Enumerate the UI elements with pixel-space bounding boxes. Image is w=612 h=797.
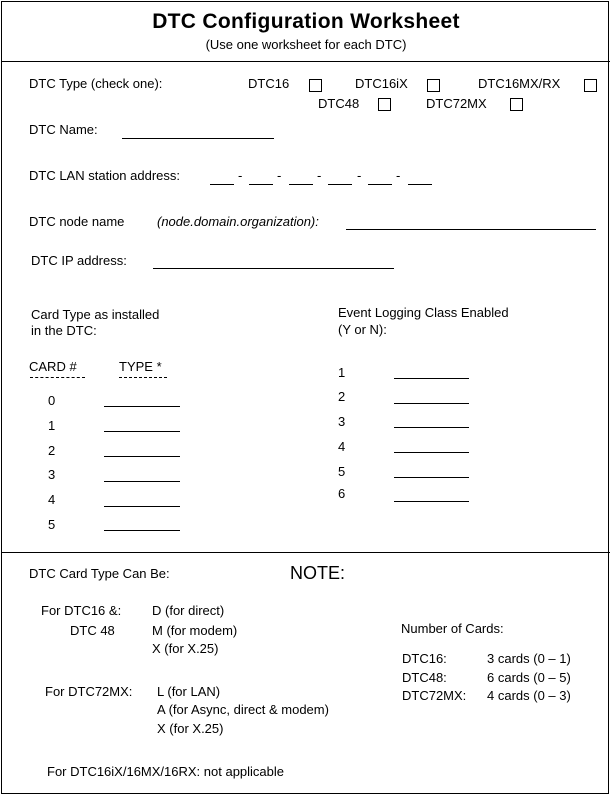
dtc16ix-not-applicable: For DTC16iX/16MX/16RX: not applicable — [47, 764, 285, 779]
card-type-option: X (for X.25) — [157, 721, 224, 736]
lan-octet-3-line[interactable] — [289, 184, 313, 185]
num-cards-model: DTC72MX: — [402, 688, 467, 703]
dtc72mx-checkbox[interactable] — [510, 98, 523, 111]
ip-address-input-line[interactable] — [153, 268, 394, 269]
event-class-number: 6 — [338, 486, 346, 501]
lan-octet-4-line[interactable] — [328, 184, 352, 185]
dtc16-option-label: DTC16 — [248, 76, 290, 91]
dtc72mx-group-label: For DTC72MX: — [45, 684, 133, 699]
event-class-number: 3 — [338, 414, 346, 429]
notes-divider — [1, 552, 610, 553]
ip-address-label: DTC IP address: — [31, 253, 127, 268]
event-class-input-line[interactable] — [394, 403, 469, 404]
event-class-input-line[interactable] — [394, 378, 469, 379]
dtc48-group-label: DTC 48 — [70, 623, 115, 638]
card-row-number: 1 — [48, 418, 56, 433]
event-class-number: 2 — [338, 389, 346, 404]
dtc16mxrx-checkbox[interactable] — [584, 79, 597, 92]
lan-separator: - — [238, 168, 243, 183]
type-header-rule — [119, 377, 167, 378]
card-type-option: D (for direct) — [152, 603, 225, 618]
note-heading: NOTE: — [290, 563, 346, 583]
card-type-input-line[interactable] — [104, 506, 180, 507]
event-class-number: 1 — [338, 365, 346, 380]
card-type-option: A (for Async, direct & modem) — [157, 702, 329, 717]
dtc-name-input-line[interactable] — [122, 138, 274, 139]
card-type-heading-line2: in the DTC: — [31, 323, 97, 338]
num-cards-count: 6 cards (0 – 5) — [487, 670, 571, 685]
dtc-type-label: DTC Type (check one): — [29, 76, 163, 91]
dtc16ix-option-label: DTC16iX — [355, 76, 408, 91]
dtc16ix-checkbox[interactable] — [427, 79, 440, 92]
event-logging-heading-line2: (Y or N): — [338, 322, 387, 337]
header-divider — [1, 61, 610, 62]
card-row-number: 5 — [48, 517, 56, 532]
lan-address-label: DTC LAN station address: — [29, 168, 181, 183]
num-cards-count: 3 cards (0 – 1) — [487, 651, 571, 666]
card-number-column-header: CARD # — [29, 359, 77, 374]
card-type-option: M (for modem) — [152, 623, 238, 638]
card-type-heading: Card Type as installed — [31, 307, 160, 322]
card-type-input-line[interactable] — [104, 456, 180, 457]
number-of-cards-heading: Number of Cards: — [401, 621, 504, 636]
card-type-can-be-heading: DTC Card Type Can Be: — [29, 566, 170, 581]
dtc16-48-group-label: For DTC16 &: — [41, 603, 122, 618]
type-column-header: TYPE * — [119, 359, 162, 374]
node-name-hint: (node.domain.organization): — [157, 214, 319, 229]
lan-octet-1-line[interactable] — [210, 184, 234, 185]
num-cards-count: 4 cards (0 – 3) — [487, 688, 571, 703]
card-type-option: L (for LAN) — [157, 684, 221, 699]
card-type-input-line[interactable] — [104, 431, 180, 432]
event-class-input-line[interactable] — [394, 427, 469, 428]
dtc48-option-label: DTC48 — [318, 96, 360, 111]
card-type-input-line[interactable] — [104, 530, 180, 531]
node-name-label: DTC node name — [29, 214, 125, 229]
dtc48-checkbox[interactable] — [378, 98, 391, 111]
lan-octet-6-line[interactable] — [408, 184, 432, 185]
lan-separator: - — [396, 168, 401, 183]
card-type-input-line[interactable] — [104, 481, 180, 482]
card-row-number: 2 — [48, 443, 56, 458]
card-type-option: X (for X.25) — [152, 641, 219, 656]
lan-separator: - — [317, 168, 322, 183]
event-class-number: 5 — [338, 464, 346, 479]
page-subtitle: (Use one worksheet for each DTC) — [205, 37, 407, 52]
page-title: DTC Configuration Worksheet — [152, 10, 460, 33]
num-cards-model: DTC16: — [402, 651, 447, 666]
dtc16-checkbox[interactable] — [309, 79, 322, 92]
card-number-header-rule — [30, 377, 85, 378]
event-class-number: 4 — [338, 439, 346, 454]
lan-octet-5-line[interactable] — [368, 184, 392, 185]
node-name-input-line[interactable] — [346, 229, 596, 230]
card-row-number: 4 — [48, 492, 56, 507]
card-type-input-line[interactable] — [104, 406, 180, 407]
event-class-input-line[interactable] — [394, 452, 469, 453]
dtc72mx-option-label: DTC72MX — [426, 96, 487, 111]
event-class-input-line[interactable] — [394, 477, 469, 478]
event-class-input-line[interactable] — [394, 501, 469, 502]
dtc16mxrx-option-label: DTC16MX/RX — [478, 76, 561, 91]
lan-separator: - — [277, 168, 282, 183]
event-logging-heading: Event Logging Class Enabled — [338, 305, 509, 320]
lan-octet-2-line[interactable] — [249, 184, 273, 185]
card-row-number: 3 — [48, 467, 56, 482]
lan-separator: - — [357, 168, 362, 183]
dtc-name-label: DTC Name: — [29, 122, 98, 137]
card-row-number: 0 — [48, 393, 56, 408]
num-cards-model: DTC48: — [402, 670, 447, 685]
